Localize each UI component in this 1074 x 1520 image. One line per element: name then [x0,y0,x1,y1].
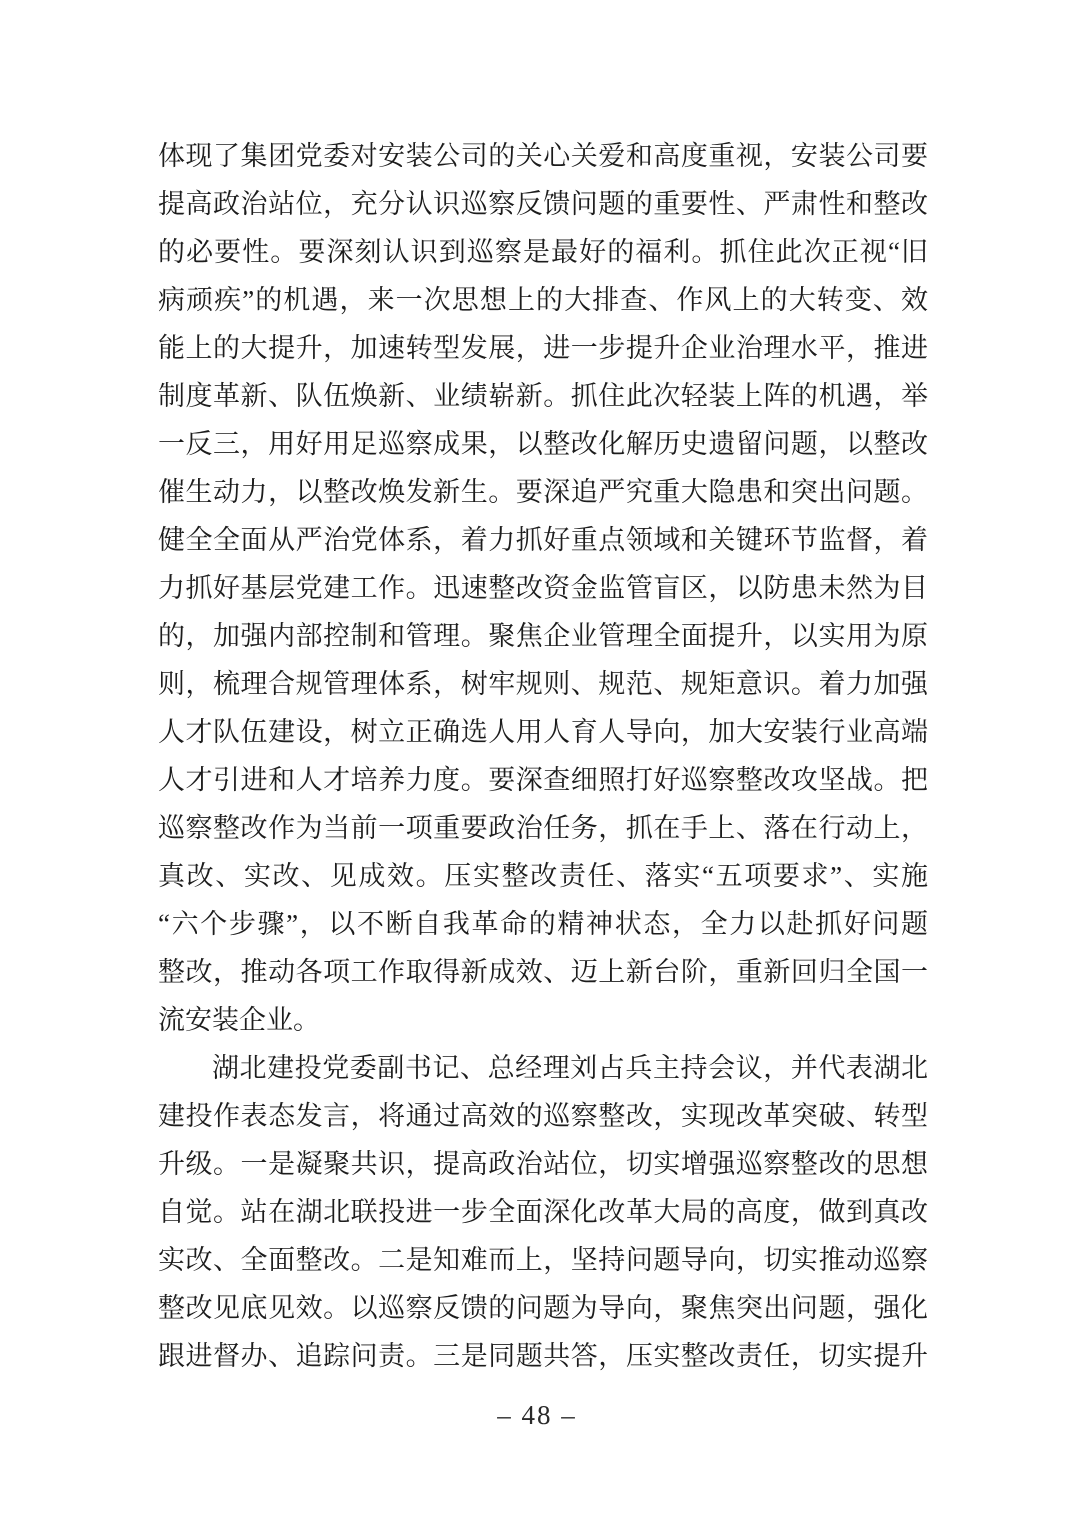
text-line: 力抓好基层党建工作。迅速整改资金监管盲区，以防患未然为目 [158,573,928,603]
text-line: “六个步骤”，以不断自我革命的精神状态，全力以赴抓好问题 [158,909,928,939]
page-number: – 48 – [497,1400,577,1430]
text-line: 建投作表态发言，将通过高效的巡察整改，实现改革突破、转型 [158,1101,928,1131]
text-line: 整改见底见效。以巡察反馈的问题为导向，聚焦突出问题，强化 [158,1293,928,1323]
text-line: 真改、实改、见成效。压实整改责任、落实“五项要求”、实施 [158,861,928,891]
text-line: 人才队伍建设，树立正确选人用人育人导向，加大安装行业高端 [158,717,928,747]
text-line: 制度革新、队伍焕新、业绩崭新。抓住此次轻装上阵的机遇，举 [158,381,928,411]
text-line: 跟进督办、追踪问责。三是同题共答，压实整改责任，切实提升 [158,1341,928,1371]
text-line: 催生动力，以整改焕发新生。要深追严究重大隐患和突出问题。 [158,477,928,507]
text-line: 湖北建投党委副书记、总经理刘占兵主持会议，并代表湖北 [212,1053,928,1083]
text-line: 一反三，用好用足巡察成果，以整改化解历史遗留问题，以整改 [158,429,928,459]
body-text [158,132,928,1380]
text-line: 病顽疾”的机遇，来一次思想上的大排查、作风上的大转变、效 [158,285,928,315]
text-line: 实改、全面整改。二是知难而上，坚持问题导向，切实推动巡察 [158,1245,928,1275]
text-line: 能上的大提升，加速转型发展，进一步提升企业治理水平，推进 [158,333,928,363]
text-line: 升级。一是凝聚共识，提高政治站位，切实增强巡察整改的思想 [158,1149,928,1179]
text-line: 巡察整改作为当前一项重要政治任务，抓在手上、落在行动上， [158,813,928,843]
text-line: 的必要性。要深刻认识到巡察是最好的福利。抓住此次正视“旧 [158,237,928,267]
text-line: 提高政治站位，充分认识巡察反馈问题的重要性、严肃性和整改 [158,189,928,219]
text-line: 健全全面从严治党体系，着力抓好重点领域和关键环节监督，着 [158,525,928,555]
text-line: 体现了集团党委对安装公司的关心关爱和高度重视，安装公司要 [158,141,928,171]
text-line: 的，加强内部控制和管理。聚焦企业管理全面提升，以实用为原 [158,621,928,651]
text-line: 人才引进和人才培养力度。要深查细照打好巡察整改攻坚战。把 [158,765,928,795]
text-line: 则，梳理合规管理体系，树牢规则、规范、规矩意识。着力加强 [158,669,928,699]
text-line: 整改，推动各项工作取得新成效、迈上新台阶，重新回归全国一 [158,957,928,987]
text-line: 自觉。站在湖北联投进一步全面深化改革大局的高度，做到真改 [158,1197,928,1227]
text-line: 流安装企业。 [158,1005,320,1035]
